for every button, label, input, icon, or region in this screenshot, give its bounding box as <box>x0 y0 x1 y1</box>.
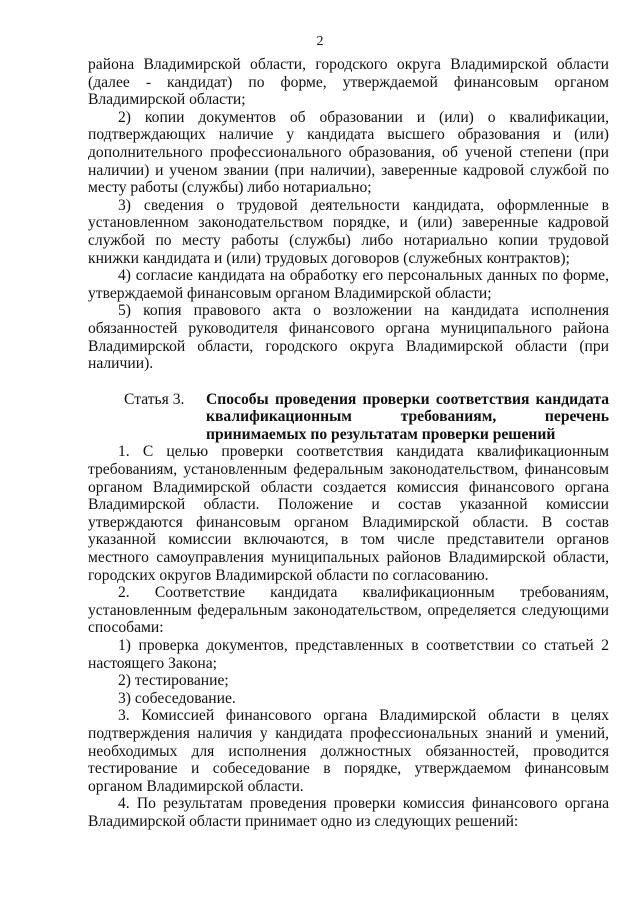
paragraph: 3. Комиссией финансового органа Владимирской области в целях подтверждения наличия у кандидата профессиональных знаний и умений, необходимых для исполнения должностных обязанностей, проводится тестирование и собеседование в порядке, утверждаемом финансовым органом Владимирской области. <box>88 707 609 795</box>
paragraph-group-top <box>88 56 609 373</box>
page-number: 2 <box>316 34 324 49</box>
paragraph: 2. Соответствие кандидата квалификационным требованиям, установленным федеральным законодательством, определяется следующими способами: <box>88 584 609 637</box>
paragraph: 2) копии документов об образовании и (или) о квалификации, подтверждающих наличие у кандидата высшего образования и (или) дополнительного профессионального образования, об ученой степени (при наличии) и ученом звании (при наличии), заверенные кадровой службой по месту работы (службы) либо нотариально; <box>88 108 609 197</box>
paragraph: 3) сведения о трудовой деятельности кандидата, оформленные в установленном законодательством порядке, и (или) заверенные кадровой службой по месту работы (службы) либо нотариально копии трудовой книжки кандидата и (или) трудовых договоров (служебных контрактов); <box>88 196 609 267</box>
article-title: Способы проведения проверки соответствия кандидата квалификационным требованиям, перечень принимаемых по результатам проверки решений <box>206 390 609 443</box>
paragraph: 5) копия правового акта о возложении на кандидата исполнения обязанностей руководителя финансового органа муниципального района Владимирской области, городского округа Владимирской области (при наличии). <box>88 302 609 373</box>
paragraph: 4) согласие кандидата на обработку его персональных данных по форме, утверждаемой финансовым органом Владимирской области; <box>88 267 609 302</box>
paragraph-group-bottom <box>88 443 609 830</box>
document-body <box>88 56 609 831</box>
article-label: Статья 3. <box>124 390 185 408</box>
paragraph: 2) тестирование; <box>118 672 229 690</box>
paragraph: 4. По результатам проведения проверки комиссия финансового органа Владимирской области принимает одно из следующих решений: <box>88 795 609 830</box>
paragraph: 1) проверка документов, представленных в соответствии со статьей 2 настоящего Закона; <box>88 637 609 672</box>
article-heading <box>88 391 609 444</box>
paragraph: 1. С целью проверки соответствия кандидата квалификационным требованиям, установленным федеральным законодательством, финансовым органом Владимирской области создается комиссия финансового органа Владимирской области. Положение и состав указанной комиссии утверждаются финансовым органом Владимирской области. В состав указанной комиссии включаются, в том числе представители органов местного самоуправления муниципальных районов Владимирской области, городских округов Владимирской области по согласованию. <box>88 443 609 584</box>
paragraph: района Владимирской области, городского округа Владимирской области (далее - кандидат) по форме, утверждаемой финансовым органом Владимирской области; <box>88 56 609 109</box>
paragraph: 3) собеседование. <box>118 689 236 707</box>
